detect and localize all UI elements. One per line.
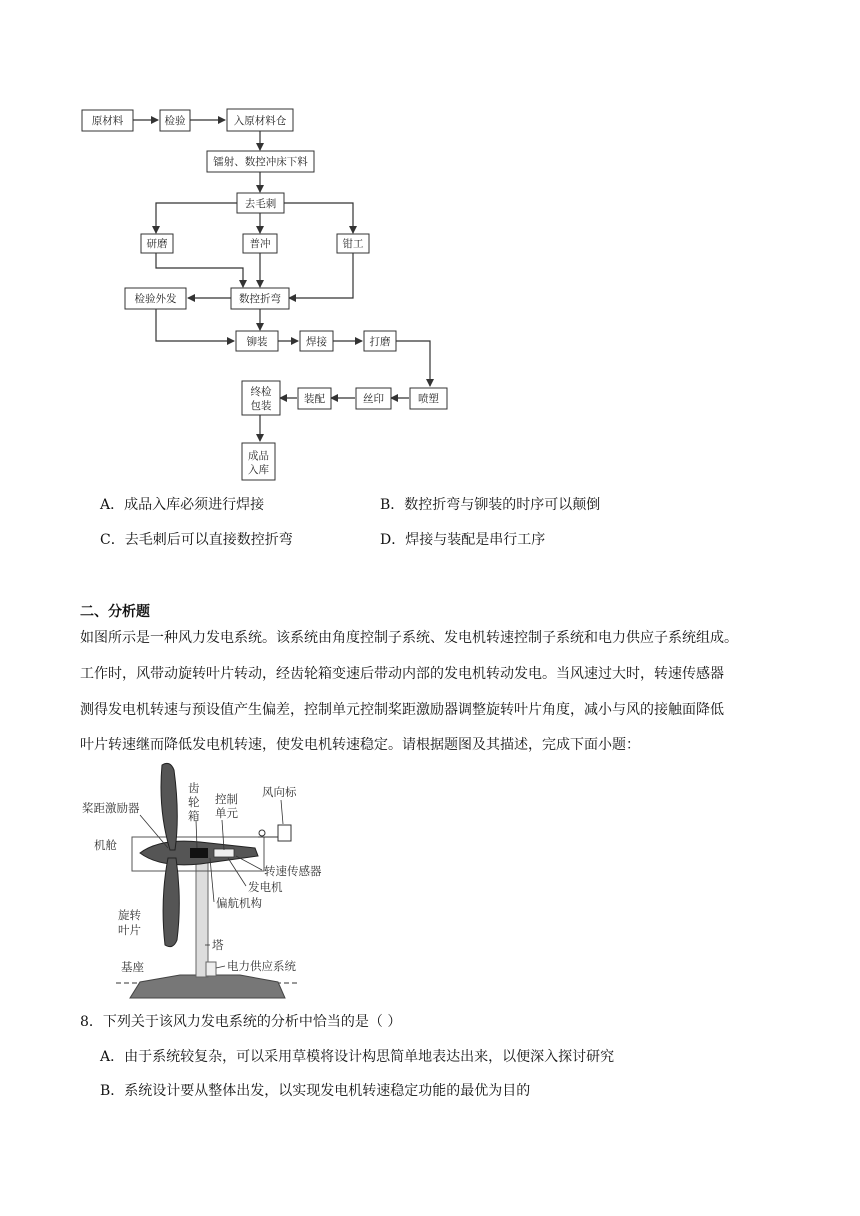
svg-text:普冲: 普冲 <box>249 238 271 250</box>
svg-text:检验: 检验 <box>164 115 186 127</box>
svg-text:成品: 成品 <box>248 450 269 462</box>
section-title: 二、分析题 <box>80 604 150 620</box>
power-box <box>206 962 216 976</box>
node-silkscreen <box>356 388 391 409</box>
option-7d: D．焊接与装配是串行工序 <box>380 532 546 548</box>
svg-text:包装: 包装 <box>250 400 272 412</box>
base-shape <box>130 975 285 998</box>
node-raw-store <box>227 109 293 131</box>
node-assemble <box>298 388 331 409</box>
svg-text:检验外发: 检验外发 <box>134 293 177 305</box>
wind-turbine-diagram <box>0 755 860 1005</box>
label-gearbox-1: 齿 <box>188 781 200 795</box>
process-flowchart <box>0 0 860 490</box>
label-control-2: 单元 <box>215 806 238 820</box>
label-blade-1: 旋转 <box>118 908 141 922</box>
paragraph-line-2: 工作时，风带动旋转叶片转动，经齿轮箱变速后带动内部的发电机转动发电。当风速过大时，转速传感器 <box>80 666 724 682</box>
svg-text:入原材料仓: 入原材料仓 <box>233 115 287 127</box>
svg-text:喷塑: 喷塑 <box>418 393 439 405</box>
svg-text:终检: 终检 <box>250 386 272 398</box>
node-spray <box>410 388 447 409</box>
option-7c: C．去毛刺后可以直接数控折弯 <box>100 532 293 548</box>
label-nacelle: 机舱 <box>94 838 117 852</box>
label-blade-2: 叶片 <box>118 923 141 937</box>
label-gearbox-3: 箱 <box>188 809 200 823</box>
node-rivet <box>236 331 278 351</box>
label-speed-sensor: 转速传感器 <box>264 864 322 878</box>
node-grind <box>141 234 173 253</box>
paragraph-line-3: 测得发电机转速与预设值产生偏差，控制单元控制桨距激励器调整旋转叶片角度，减小与风的接触面降低 <box>80 702 724 718</box>
node-raw-material <box>82 110 133 131</box>
node-deburr <box>237 193 284 213</box>
label-pitch-actuator: 桨距激励器 <box>82 801 140 815</box>
node-fitter <box>337 234 369 253</box>
label-base: 基座 <box>121 960 144 974</box>
vane-fin <box>278 825 291 841</box>
vane-hub <box>259 830 265 836</box>
label-yaw-mechanism: 偏航机构 <box>216 896 262 910</box>
label-wind-vane: 风向标 <box>262 785 297 799</box>
svg-text:镭射、数控冲床下料: 镭射、数控冲床下料 <box>213 156 308 168</box>
svg-text:去毛刺: 去毛刺 <box>244 198 277 210</box>
node-inspect <box>160 110 190 131</box>
node-final-pack <box>242 381 280 415</box>
svg-text:打磨: 打磨 <box>369 336 391 348</box>
blade-lower <box>163 858 179 947</box>
option-7a: A．成品入库必须进行焊接 <box>100 497 265 513</box>
paragraph-line-1: 如图所示是一种风力发电系统。该系统由角度控制子系统、发电机转速控制子系统和电力供应子系统组成。 <box>80 630 738 646</box>
svg-text:原材料: 原材料 <box>91 115 124 127</box>
svg-text:数控折弯: 数控折弯 <box>239 293 281 305</box>
tower-shape <box>196 855 208 977</box>
option-7b: B．数控折弯与铆装的时序可以颠倒 <box>380 497 601 513</box>
node-outsource-inspect <box>125 288 186 309</box>
node-polish <box>364 331 396 351</box>
svg-text:入库: 入库 <box>248 464 269 476</box>
node-punch <box>243 234 277 253</box>
generator-shape <box>214 849 234 857</box>
node-weld <box>300 331 333 351</box>
svg-text:研磨: 研磨 <box>146 238 168 250</box>
svg-text:装配: 装配 <box>304 393 325 405</box>
node-cnc-bend <box>231 288 289 309</box>
paragraph-line-4: 叶片转速继而降低发电机转速，使发电机转速稳定。请根据题图及其描述，完成下面小题： <box>80 737 640 753</box>
gearbox-shape <box>190 848 208 858</box>
label-gearbox-2: 轮 <box>188 795 200 809</box>
svg-text:铆装: 铆装 <box>246 336 268 348</box>
label-power-supply: 电力供应系统 <box>227 959 296 973</box>
node-laser-cut <box>207 151 314 172</box>
option-8a: A．由于系统较复杂，可以采用草模将设计构思简单地表达出来，以便深入探讨研究 <box>100 1049 615 1065</box>
node-finished-store <box>242 443 275 480</box>
label-tower: 塔 <box>212 938 224 952</box>
label-control-1: 控制 <box>215 792 238 806</box>
label-generator: 发电机 <box>248 880 283 894</box>
svg-text:焊接: 焊接 <box>306 336 327 348</box>
svg-text:钳工: 钳工 <box>342 238 364 250</box>
question-8-stem: 8．下列关于该风力发电系统的分析中恰当的是（ ） <box>80 1014 402 1030</box>
option-8b: B．系统设计要从整体出发，以实现发电机转速稳定功能的最优为目的 <box>100 1083 531 1099</box>
svg-text:丝印: 丝印 <box>363 393 384 405</box>
